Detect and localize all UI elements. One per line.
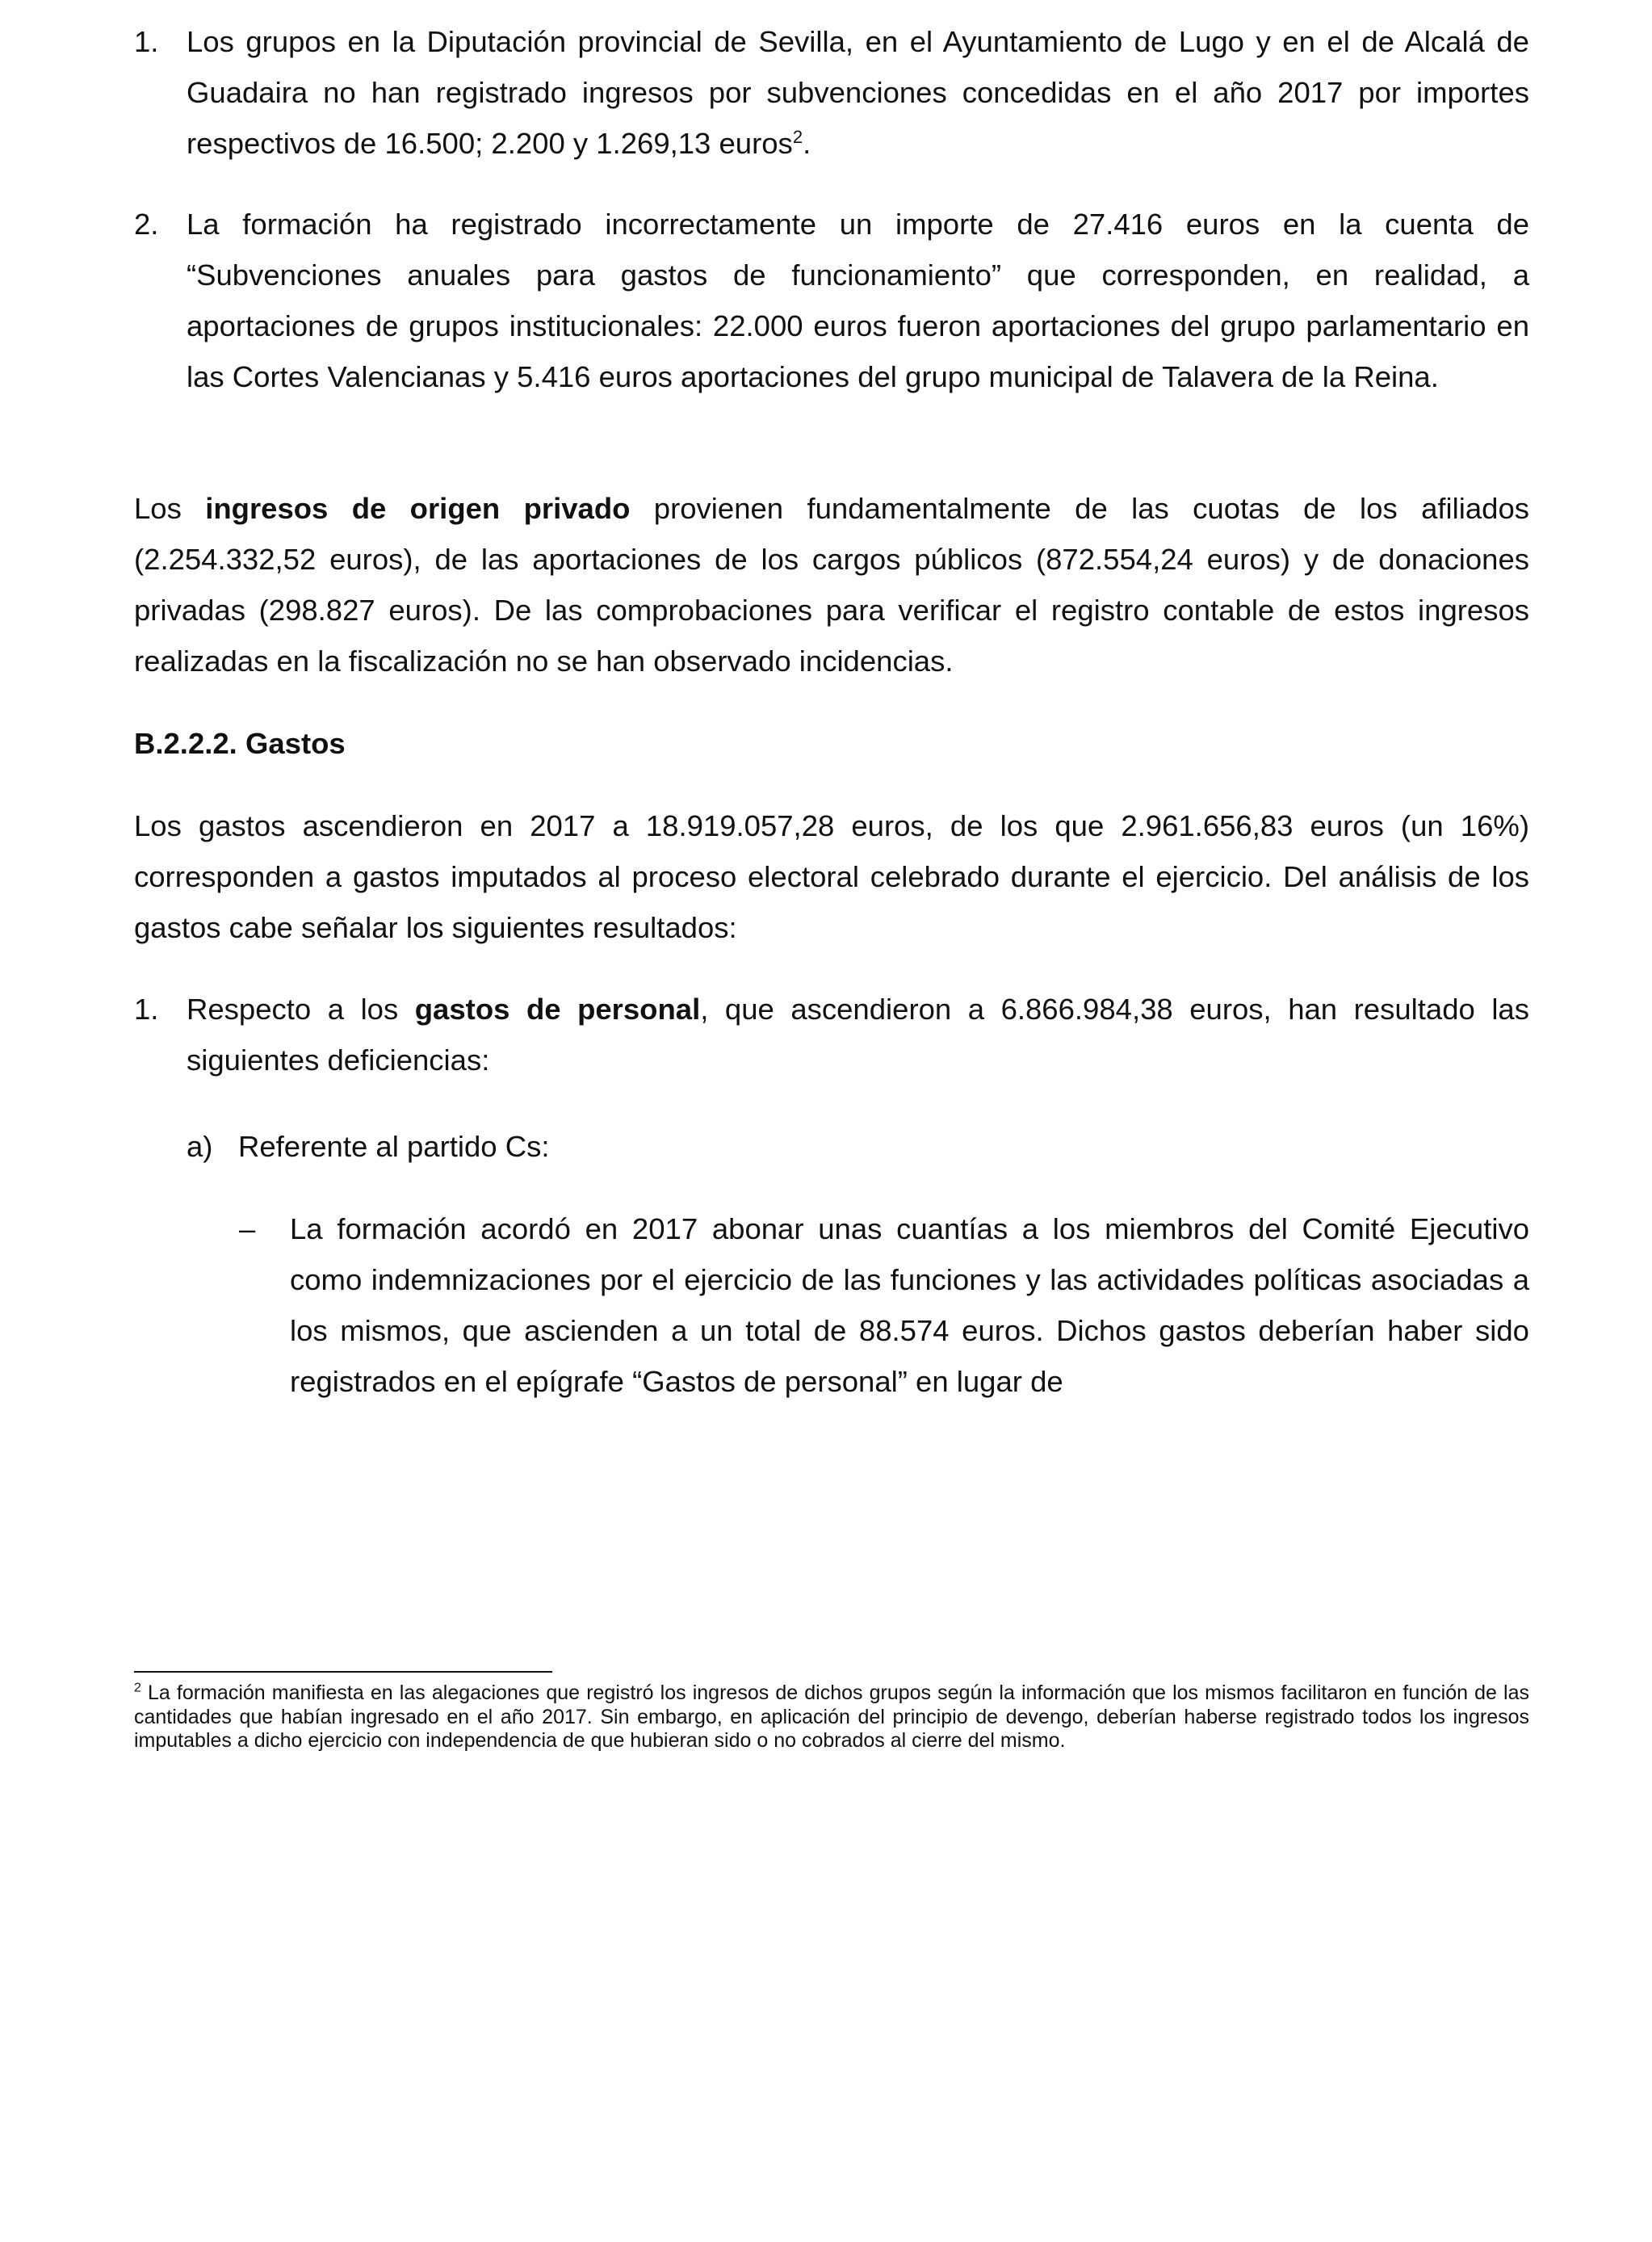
paragraph-lead: Los [134, 492, 206, 525]
sub-item-text: Referente al partido Cs: [238, 1130, 550, 1163]
sub-item-label: a) [187, 1130, 213, 1163]
footnote-separator [134, 1671, 552, 1673]
list-item-number: 1. [134, 993, 159, 1026]
list-item-tail: . [803, 127, 811, 160]
list-item-text: La formación ha registrado incorrectamente un importe de 27.416 euros en la cuenta de “Subvenciones anuales para gastos de funcionamiento” que corresponden, en realidad, a aportaciones de grupos institucionales: 22.000 euros fueron aportaciones del grupo parlamentario en las Cortes Valencianas y 5.416 euros aportaciones del grupo municipal de Talavera de la Reina. [187, 208, 1529, 393]
paragraph-emphasis: ingresos de origen privado [205, 492, 631, 525]
private-income-paragraph [134, 483, 1529, 686]
dash-item-text: La formación acordó en 2017 abonar unas cuantías a los miembros del Comité Ejecutivo como indemnizaciones por el ejercicio de las funciones y las actividades políticas asociadas a los mismos, que ascienden a un total de 88.574 euros. Dichos gastos deberían haber sido registrados en el epígrafe “Gastos de personal” en lugar de [290, 1212, 1529, 1398]
list-item-number: 1. [134, 25, 159, 58]
paragraph-rest: provienen fundamentalmente de las cuotas de los afiliados (2.254.332,52 euros), de las aportaciones de los cargos públicos (872.554,24 euros) y de donaciones privadas (298.827 euros). De las comprobaciones para verificar el registro contable de estos ingresos realizadas en la fiscalización no se han observado incidencias. [134, 492, 1529, 678]
list-item-emphasis: gastos de personal [414, 993, 701, 1026]
section-heading: B.2.2.2. Gastos [134, 727, 346, 760]
footnote-text: La formación manifiesta en las alegaciones que registró los ingresos de dichos grupos según la información que los mismos facilitaron en función de las cantidades que habían ingresado en el año 2017. Sin embargo, en aplicación del principio de devengo, deberían haberse registrado todos los ingresos imputables a dicho ejercicio con independencia de que hubieran sido o no cobrados al cierre del mismo. [134, 1682, 1529, 1752]
expenses-intro-paragraph: Los gastos ascendieron en 2017 a 18.919.057,28 euros, de los que 2.961.656,83 euros (un 16%) corresponden a gastos imputados al proceso electoral celebrado durante el ejercicio. Del análisis de los gastos cabe señalar los siguientes resultados: [134, 809, 1529, 944]
list-item-text [187, 16, 1529, 169]
dash-marker: – [239, 1212, 256, 1245]
list-item-text [187, 984, 1529, 1085]
list-item-number: 2. [134, 208, 159, 241]
list-item-body: Los grupos en la Diputación provincial de Sevilla, en el Ayuntamiento de Lugo y en el de Alcalá de Guadaira no han registrado ingresos por subvenciones concedidas en el año 2017 por importes respectivos de 16.500; 2.200 y 1.269,13 euros [187, 25, 1529, 160]
footnote-reference[interactable]: 2 [792, 126, 803, 147]
footnote-marker: 2 [134, 1681, 141, 1695]
list-item-rest: , que ascendieron a 6.866.984,38 euros, han resultado las siguientes deficiencias: [187, 993, 1529, 1077]
footnote [134, 1682, 1529, 1753]
list-item-lead: Respecto a los [187, 993, 415, 1026]
